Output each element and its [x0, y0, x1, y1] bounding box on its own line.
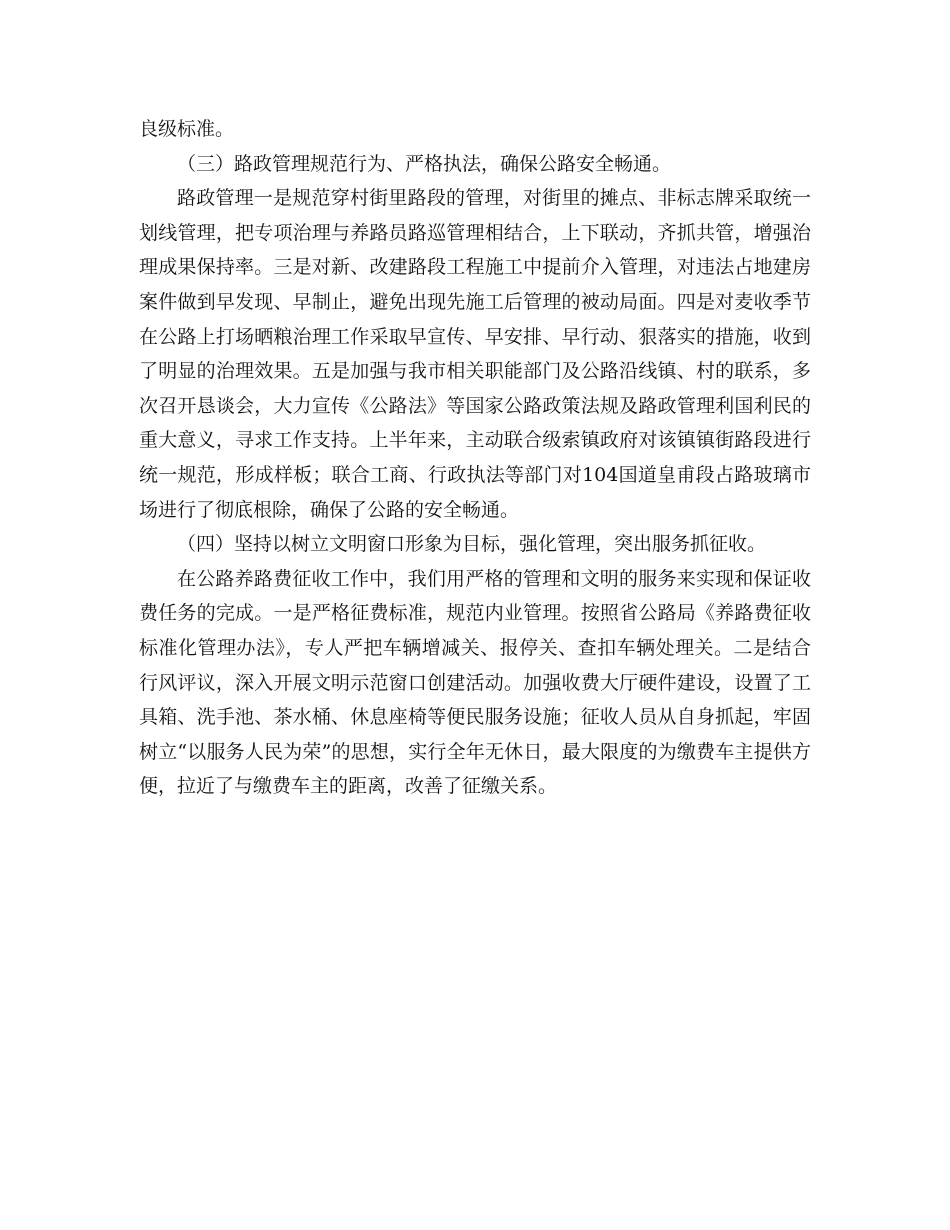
paragraph-continuation: 良级标准。 — [139, 118, 235, 140]
section-heading-3: （三）路政管理规范行为、严格执法，确保公路安全畅通。 — [177, 152, 672, 175]
section-heading-4: （四）坚持以树立文明窗口形象为目标，强化管理，突出服务抓征收。 — [177, 533, 767, 556]
paragraph-road-administration: 路政管理一是规范穿村街里路段的管理，对街里的摊点、非标志牌采取统一划线管理，把专项治理与养路员路巡管理相结合，上下联动，齐抓共管，增强治理成果保持率。三是对新、改建路段工程施工中提前介入管理，对违法占地建房案件做到早发现、早制止，避免出现先施工后管理的被动局面。四是对麦收季节在公路上打场晒粮治理工作采取早宣传、早安排、早行动、狠落实的措施，收到了明显的治理效果。五是加强与我市相关职能部门及公路沿线镇、村的联系，多次召开恳谈会，大力宣传《公路法》等国家公路政策法规及路政管理利国利民的重大意义，寻求工作支持。上半年来，主动联合级索镇政府对该镇镇街路段进行统一规范，形成样板；联合工商、行政执法等部门对104国道皇甫段占路玻璃市场进行了彻底根除，确保了公路的安全畅通。 — [139, 187, 811, 521]
paragraph-fee-collection: 在公路养路费征收工作中，我们用严格的管理和文明的服务来实现和保证收费任务的完成。一是严格征费标准，规范内业管理。按照省公路局《养路费征收标准化管理办法》，专人严把车辆增减关、报停关、查扣车辆处理关。二是结合行风评议，深入开展文明示范窗口创建活动。加强收费大厅硬件建设，设置了工具箱、洗手池、茶水桶、休息座椅等便民服务设施；征收人员从自身抓起，牢固树立“以服务人民为荣”的思想，实行全年无休日，最大限度的为缴费车主提供方便，拉近了与缴费车主的距离，改善了征缴关系。 — [139, 567, 811, 798]
document-body — [139, 112, 811, 804]
